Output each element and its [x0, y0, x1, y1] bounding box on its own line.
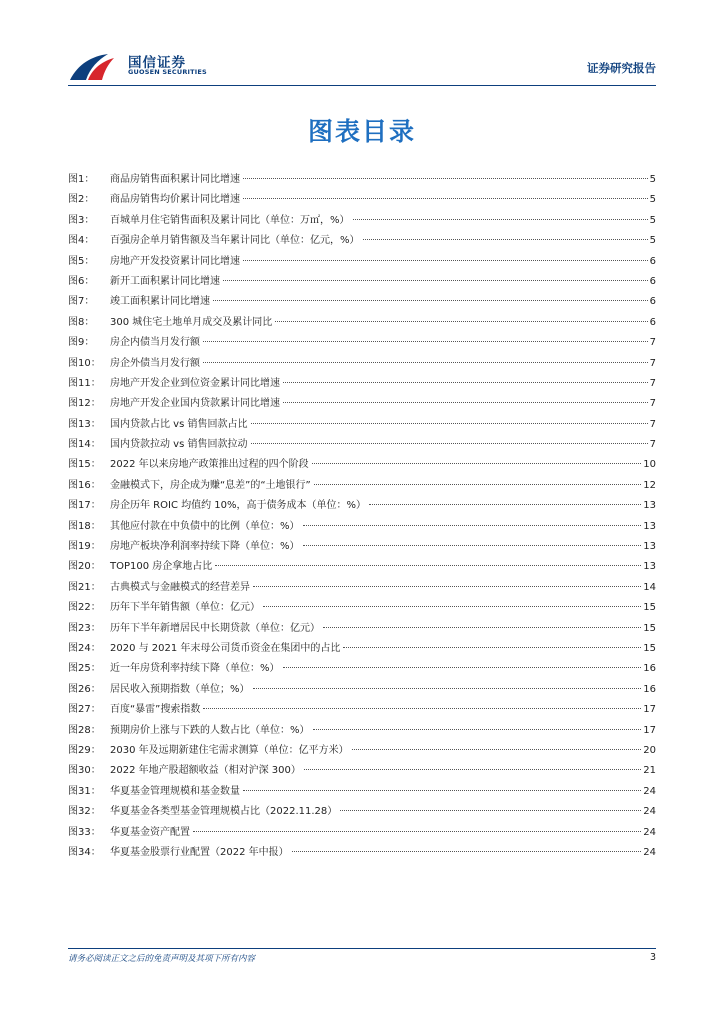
- toc-entry[interactable]: [68, 741, 656, 761]
- toc-dot-leader: [203, 362, 648, 363]
- toc-entry-title: 古典模式与金融模式的经营差异: [110, 581, 250, 593]
- logo-company-name: 国信证券: [128, 55, 186, 71]
- toc-entry[interactable]: [68, 557, 656, 577]
- toc-entry-label: 图14：: [68, 439, 101, 451]
- toc-entry-title: 历年下半年销售额（单位：亿元）: [110, 602, 260, 614]
- disclaimer-note: 请务必阅读正文之后的免责声明及其项下所有内容: [68, 954, 256, 964]
- toc-entry-page: 21: [643, 765, 656, 777]
- toc-entry-page: 16: [643, 683, 656, 695]
- header-divider: [68, 85, 656, 86]
- toc-entry-label: 图25：: [68, 663, 101, 675]
- toc-entry-page: 5: [649, 235, 656, 247]
- toc-entry-page: 6: [649, 316, 656, 328]
- toc-entry-page: 6: [649, 255, 656, 267]
- toc-dot-leader: [243, 198, 648, 199]
- toc-entry-page: 17: [643, 704, 656, 716]
- toc-entry-page: 24: [643, 785, 656, 797]
- toc-entry-page: 5: [649, 194, 656, 206]
- toc-entry[interactable]: [68, 639, 656, 659]
- toc-entry[interactable]: [68, 231, 656, 251]
- toc-entry-page: 6: [649, 275, 656, 287]
- toc-dot-leader: [363, 239, 648, 240]
- toc-entry[interactable]: [68, 517, 656, 537]
- toc-entry[interactable]: [68, 394, 656, 414]
- footer-divider: [68, 948, 656, 949]
- toc-entry-page: 14: [643, 581, 656, 593]
- toc-dot-leader: [283, 382, 648, 383]
- toc-entry-title: 房企内债当月发行额: [110, 337, 200, 349]
- toc-entry-label: 图7：: [68, 296, 95, 308]
- toc-entry-label: 图32：: [68, 806, 101, 818]
- figure-index-list: [68, 170, 656, 863]
- toc-entry[interactable]: [68, 680, 656, 700]
- page-header: [68, 48, 656, 84]
- toc-entry-label: 图15：: [68, 459, 101, 471]
- toc-dot-leader: [353, 219, 648, 220]
- toc-entry-title: 商品房销售面积累计同比增速: [110, 174, 240, 185]
- toc-entry-title: 房企历年 ROIC 均值约 10%，高于债务成本（单位：%）: [110, 500, 367, 512]
- toc-entry[interactable]: [68, 619, 656, 639]
- toc-entry-label: 图5：: [68, 255, 95, 267]
- toc-entry-label: 图12：: [68, 398, 101, 410]
- toc-entry-title: 居民收入预期指数（单位；%）: [110, 683, 250, 695]
- toc-entry-page: 16: [643, 663, 656, 675]
- toc-dot-leader: [352, 749, 642, 750]
- toc-entry[interactable]: [68, 252, 656, 272]
- toc-entry-label: 图23：: [68, 622, 101, 634]
- toc-dot-leader: [213, 300, 648, 301]
- toc-entry-title: 华夏基金股票行业配置（2022 年中报）: [110, 846, 289, 858]
- toc-entry-label: 图24：: [68, 642, 101, 654]
- toc-entry-title: 近一年房贷利率持续下降（单位：%）: [110, 663, 280, 675]
- toc-entry-title: 房企外债当月发行额: [110, 357, 200, 369]
- toc-entry-page: 7: [649, 418, 656, 430]
- toc-entry-label: 图4：: [68, 235, 95, 247]
- toc-entry[interactable]: [68, 476, 656, 496]
- toc-entry[interactable]: [68, 598, 656, 618]
- toc-entry[interactable]: [68, 659, 656, 679]
- toc-entry-label: 图6：: [68, 275, 95, 287]
- toc-dot-leader: [283, 402, 648, 403]
- toc-dot-leader: [283, 667, 642, 668]
- toc-entry-title: 2020 与 2021 年末母公司货币资金在集团中的占比: [110, 642, 341, 654]
- toc-entry[interactable]: [68, 415, 656, 435]
- toc-entry-label: 图3：: [68, 214, 95, 226]
- toc-entry-label: 图22：: [68, 602, 101, 614]
- toc-entry-label: 图11：: [68, 377, 101, 389]
- toc-dot-leader: [313, 729, 642, 730]
- page-title: 图表目录: [307, 117, 416, 146]
- toc-entry-page: 17: [643, 724, 656, 736]
- toc-dot-leader: [340, 810, 641, 811]
- toc-dot-leader: [251, 443, 648, 444]
- toc-entry[interactable]: [68, 190, 656, 210]
- toc-entry-title: 百强房企单月销售额及当年累计同比（单位：亿元，%）: [110, 235, 360, 247]
- toc-dot-leader: [203, 341, 648, 342]
- toc-entry[interactable]: [68, 823, 656, 843]
- toc-entry-title: 预期房价上涨与下跌的人数占比（单位：%）: [110, 724, 310, 736]
- toc-entry-page: 12: [643, 479, 656, 491]
- toc-entry-page: 5: [649, 174, 656, 185]
- toc-dot-leader: [343, 647, 641, 648]
- toc-entry-label: 图27：: [68, 704, 101, 716]
- toc-entry-label: 图33：: [68, 826, 101, 838]
- toc-entry-label: 图30：: [68, 765, 101, 777]
- toc-entry-label: 图9：: [68, 337, 95, 349]
- toc-entry-page: 7: [649, 377, 656, 389]
- toc-entry[interactable]: [68, 354, 656, 374]
- toc-entry-page: 7: [649, 439, 656, 451]
- toc-entry-title: 竣工面积累计同比增速: [110, 296, 210, 308]
- toc-entry-title: 历年下半年新增居民中长期贷款（单位：亿元）: [110, 622, 320, 634]
- toc-entry[interactable]: [68, 170, 656, 190]
- toc-entry-label: 图2：: [68, 194, 95, 206]
- toc-dot-leader: [253, 688, 642, 689]
- toc-dot-leader: [292, 851, 642, 852]
- toc-entry-label: 图13：: [68, 418, 101, 430]
- toc-entry-title: 国内贷款占比 vs 销售回款占比: [110, 418, 248, 430]
- toc-entry-page: 5: [649, 214, 656, 226]
- toc-entry-title: 2022 年以来房地产政策推出过程的四个阶段: [110, 459, 309, 471]
- report-type-label: 证券研究报告: [587, 61, 656, 75]
- toc-entry-page: 13: [643, 541, 656, 553]
- logo-company-name-en: GUOSEN SECURITIES: [128, 68, 207, 76]
- toc-entry[interactable]: [68, 292, 656, 312]
- toc-entry-title: TOP100 房企拿地占比: [110, 561, 213, 573]
- toc-entry-label: 图28：: [68, 724, 101, 736]
- toc-entry-page: 15: [643, 642, 656, 654]
- toc-entry[interactable]: [68, 313, 656, 333]
- toc-entry-title: 房地产开发企业国内贷款累计同比增速: [110, 398, 280, 410]
- toc-dot-leader: [215, 565, 641, 566]
- toc-entry[interactable]: [68, 537, 656, 557]
- toc-entry-label: 图31：: [68, 785, 101, 797]
- toc-entry-page: 24: [643, 806, 656, 818]
- toc-entry[interactable]: [68, 761, 656, 781]
- toc-entry[interactable]: [68, 721, 656, 741]
- toc-entry[interactable]: [68, 435, 656, 455]
- toc-entry-label: 图21：: [68, 581, 101, 593]
- toc-entry-title: 房地产板块净利润率持续下降（单位：%）: [110, 541, 300, 553]
- toc-dot-leader: [263, 606, 641, 607]
- toc-dot-leader: [243, 790, 641, 791]
- toc-entry-title: 300 城住宅土地单月成交及累计同比: [110, 316, 273, 328]
- toc-entry[interactable]: [68, 333, 656, 353]
- toc-entry-page: 24: [643, 826, 656, 838]
- toc-dot-leader: [303, 545, 642, 546]
- toc-entry[interactable]: [68, 272, 656, 292]
- toc-entry-label: 图19：: [68, 541, 101, 553]
- toc-entry-title: 国内贷款拉动 vs 销售回款拉动: [110, 439, 248, 451]
- toc-entry-title: 2022 年地产股超额收益（相对沪深 300）: [110, 765, 301, 777]
- toc-entry-label: 图20：: [68, 561, 101, 573]
- toc-entry-label: 图26：: [68, 683, 101, 695]
- toc-dot-leader: [303, 525, 642, 526]
- toc-entry-label: 图8：: [68, 316, 95, 328]
- toc-entry[interactable]: [68, 802, 656, 822]
- toc-entry-title: 金融模式下，房企成为赚“息差”的“土地银行”: [110, 479, 311, 491]
- toc-entry-page: 7: [649, 357, 656, 369]
- toc-entry-label: 图29：: [68, 744, 101, 756]
- toc-dot-leader: [243, 178, 648, 179]
- toc-entry[interactable]: [68, 700, 656, 720]
- toc-entry-page: 13: [643, 561, 656, 573]
- toc-entry[interactable]: [68, 374, 656, 394]
- toc-entry-page: 15: [643, 622, 656, 634]
- toc-dot-leader: [304, 769, 641, 770]
- toc-entry-title: 房地产开发企业到位资金累计同比增速: [110, 377, 280, 389]
- toc-entry-page: 15: [643, 602, 656, 614]
- toc-dot-leader: [223, 280, 648, 281]
- toc-entry-title: 百城单月住宅销售面积及累计同比（单位：万㎡，%）: [110, 214, 350, 226]
- toc-dot-leader: [243, 260, 648, 261]
- toc-entry-label: 图18：: [68, 520, 101, 532]
- toc-entry-title: 华夏基金各类型基金管理规模占比（2022.11.28）: [110, 806, 338, 818]
- toc-entry[interactable]: [68, 211, 656, 231]
- toc-dot-leader: [314, 484, 642, 485]
- toc-entry-page: 7: [649, 398, 656, 410]
- toc-dot-leader: [275, 321, 647, 322]
- toc-entry-title: 其他应付款在中负债中的比例（单位：%）: [110, 520, 300, 532]
- page-number: 3: [649, 952, 656, 963]
- toc-entry[interactable]: [68, 843, 656, 863]
- toc-dot-leader: [369, 504, 641, 505]
- toc-dot-leader: [203, 708, 641, 709]
- toc-entry-title: 2030 年及远期新建住宅需求测算（单位：亿平方米）: [110, 744, 349, 756]
- toc-entry-label: 图16：: [68, 479, 101, 491]
- toc-entry-page: 20: [643, 744, 656, 756]
- toc-entry-page: 7: [649, 337, 656, 349]
- toc-entry-page: 24: [643, 846, 656, 858]
- toc-entry-page: 6: [649, 296, 656, 308]
- toc-entry-label: 图1：: [68, 174, 95, 185]
- toc-entry-page: 13: [643, 520, 656, 532]
- toc-dot-leader: [253, 586, 641, 587]
- toc-entry[interactable]: [68, 782, 656, 802]
- toc-entry-title: 华夏基金管理规模和基金数量: [110, 785, 240, 797]
- toc-dot-leader: [323, 627, 641, 628]
- toc-entry-title: 华夏基金资产配置: [110, 826, 190, 838]
- toc-entry-title: 商品房销售均价累计同比增速: [110, 194, 240, 206]
- toc-entry-title: 房地产开发投资累计同比增速: [110, 255, 240, 267]
- toc-entry-title: 百度“暴雷”搜索指数: [110, 704, 201, 716]
- toc-dot-leader: [312, 463, 642, 464]
- toc-entry-page: 13: [643, 500, 656, 512]
- toc-entry[interactable]: [68, 496, 656, 516]
- toc-entry-title: 新开工面积累计同比增速: [110, 275, 220, 287]
- toc-entry-page: 10: [643, 459, 656, 471]
- toc-entry[interactable]: [68, 578, 656, 598]
- toc-entry-label: 图17：: [68, 500, 101, 512]
- guosen-logo-icon: [68, 50, 124, 84]
- toc-dot-leader: [251, 423, 648, 424]
- toc-entry-label: 图34：: [68, 846, 101, 858]
- toc-entry[interactable]: [68, 455, 656, 475]
- toc-entry-label: 图10：: [68, 357, 101, 369]
- toc-dot-leader: [193, 831, 641, 832]
